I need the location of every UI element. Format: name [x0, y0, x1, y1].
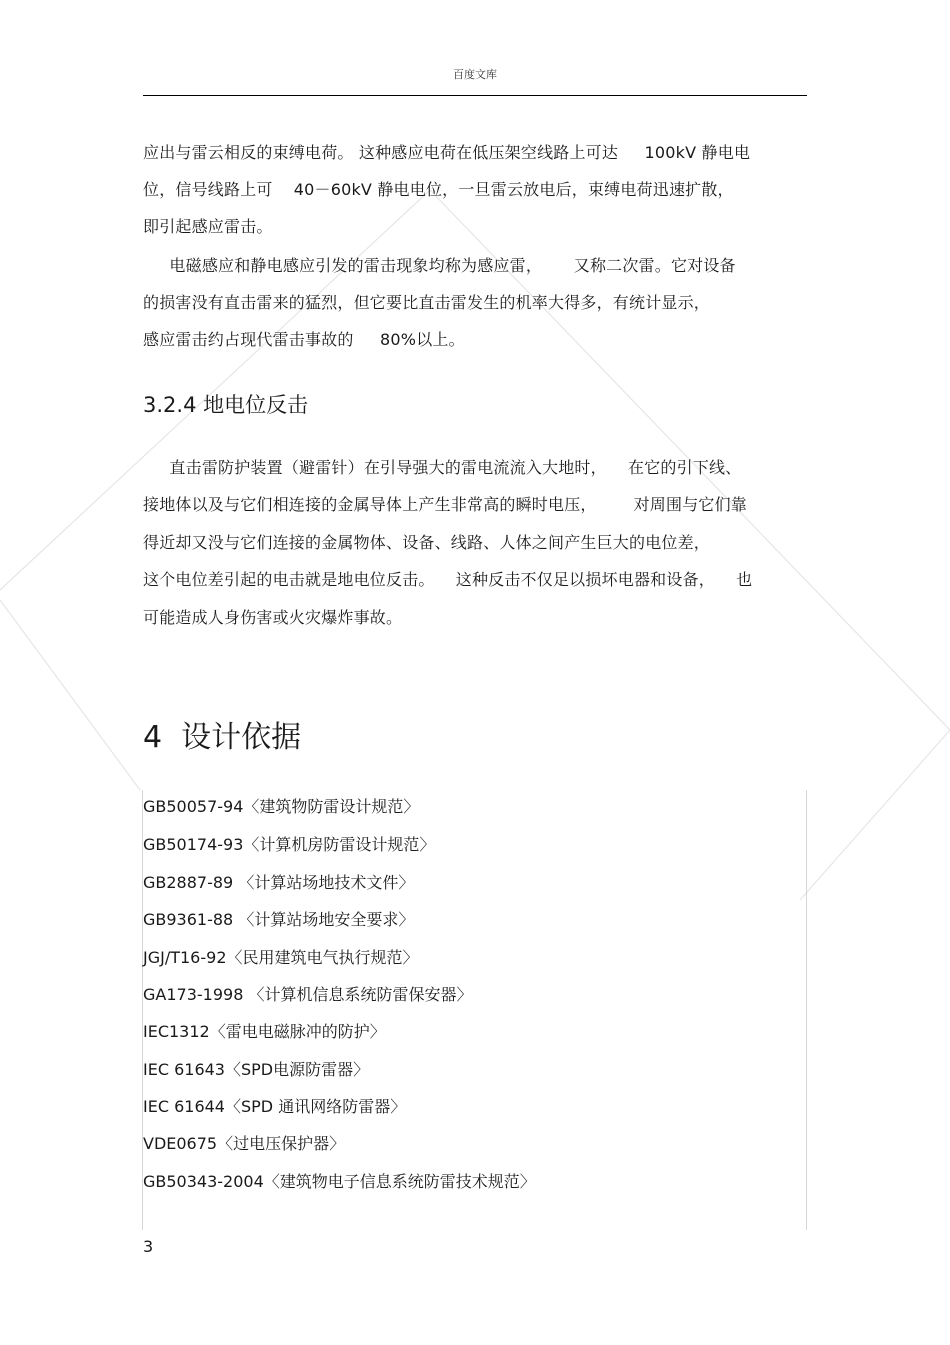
reference-item: IEC1312〈雷电电磁脉冲的防护〉: [143, 1022, 386, 1041]
reference-item: GB50174-93〈计算机房防雷设计规范〉: [143, 835, 436, 854]
section-3-2-4-line-2: 接地体以及与它们相连接的金属导体上产生非常高的瞬时电压， 对周围与它们靠: [143, 495, 748, 514]
reference-item: IEC 61643〈SPD电源防雷器〉: [143, 1060, 370, 1079]
page-number: 3: [143, 1237, 154, 1256]
reference-item: GB50057-94〈建筑物防雷设计规范〉: [143, 797, 420, 816]
paragraph-2-line-2: 的损害没有直击雷来的猛烈，但它要比直击雷发生的机率大得多，有统计显示，: [143, 293, 711, 312]
reference-item: JGJ/T16-92〈民用建筑电气执行规范〉: [143, 948, 419, 967]
reference-item: VDE0675〈过电压保护器〉: [143, 1134, 346, 1153]
section-heading-3-2-4: 3.2.4 地电位反击: [143, 393, 309, 417]
paragraph-2-line-1: 电磁感应和静电感应引发的雷击现象均称为感应雷， 又称二次雷。它对设备: [143, 256, 736, 275]
reference-item: GB50343-2004〈建筑物电子信息系统防雷技术规范〉: [143, 1172, 536, 1191]
paragraph-1-line-1: 应出与雷云相反的束缚电荷。 这种感应电荷在低压架空线路上可达 100kV 静电电: [143, 143, 751, 162]
header-rule: [143, 95, 807, 96]
table-left-border: [142, 790, 143, 1230]
section-3-2-4-line-5: 可能造成人身伤害或火灾爆炸事故。: [143, 608, 403, 627]
paragraph-1-line-2: 位，信号线路上可 40－60kV 静电电位，一旦雷云放电后，束缚电荷迅速扩散，: [143, 180, 734, 199]
section-3-2-4-line-4: 这个电位差引起的电击就是地电位反击。 这种反击不仅足以损坏电器和设备， 也: [143, 570, 753, 589]
table-right-border: [806, 790, 807, 1230]
section-heading-4: 4 设计依据: [143, 720, 302, 755]
section-3-2-4-line-3: 得近却又没与它们连接的金属物体、设备、线路、人体之间产生巨大的电位差，: [143, 533, 711, 552]
reference-item: GA173-1998 〈计算机信息系统防雷保安器〉: [143, 985, 473, 1004]
paragraph-2-line-3: 感应雷击约占现代雷击事故的 80%以上。: [143, 330, 465, 349]
reference-item: GB9361-88 〈计算站场地安全要求〉: [143, 910, 415, 929]
reference-item: IEC 61644〈SPD 通讯网络防雷器〉: [143, 1097, 407, 1116]
section-3-2-4-line-1: 直击雷防护装置（避雷针）在引导强大的雷电流流入大地时， 在它的引下线、: [143, 458, 742, 477]
page-header: 百度文库: [453, 68, 497, 81]
reference-item: GB2887-89 〈计算站场地技术文件〉: [143, 873, 415, 892]
paragraph-1-line-3: 即引起感应雷击。: [143, 217, 273, 236]
